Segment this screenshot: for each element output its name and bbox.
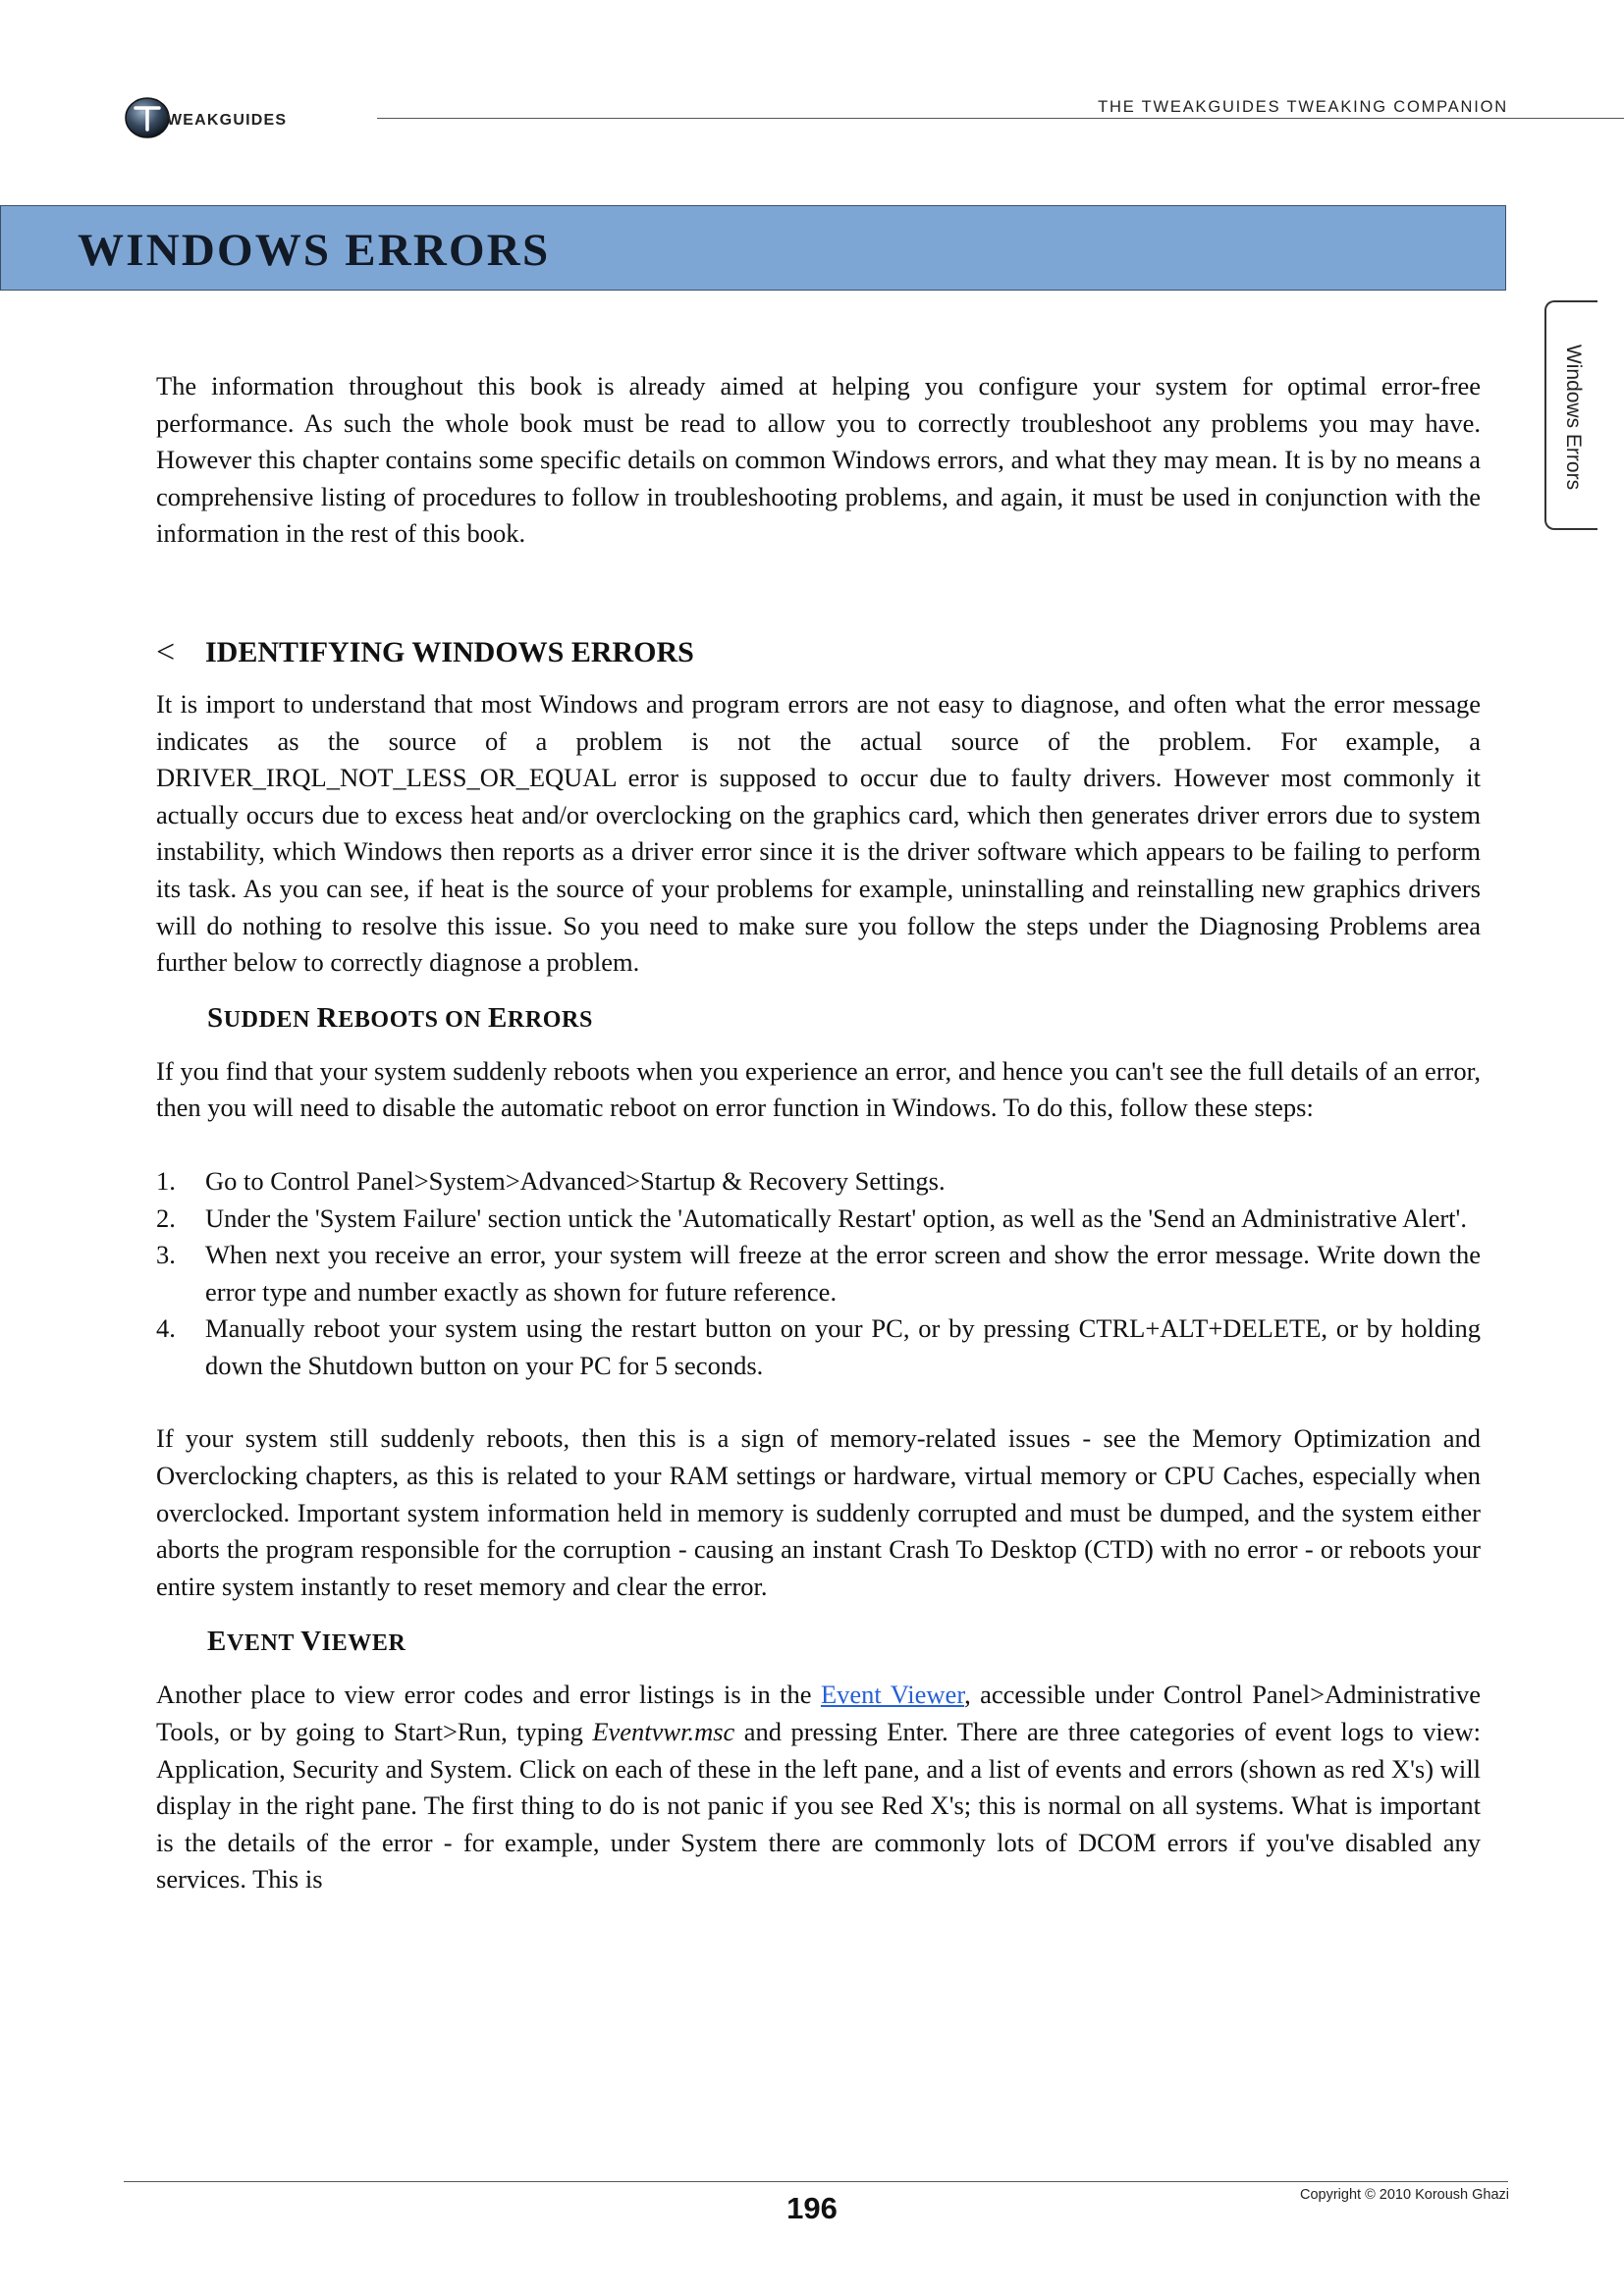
steps-list [156,1163,1481,1385]
subheading-part: R [316,1001,339,1034]
subheading-part: S [207,1001,224,1034]
tweakguides-logo [124,92,359,141]
intro-paragraph: The information throughout this book is already aimed at helping you configure your system for optimal error-free performance. As such the whole book must be read to allow you to correctly troubleshoot any problems you may have. However this chapter contains some specific details on common Windows errors, and what they may mean. It is by no means a comprehensive listing of procedures to follow in troubleshooting problems, and again, it must be used in conjunction with the information in the rest of this book. [156,371,1481,549]
chapter-title: WINDOWS ERRORS [78,225,551,276]
step-number: 4. [156,1313,176,1344]
subheading-part: RRORS [507,1006,593,1033]
side-tab-label: Windows Errors [1562,344,1585,491]
list-item [156,1201,1481,1238]
text-run: , accessible under Control Panel>Administrative Tools, or by going to Start>Run, typing [156,1680,1481,1747]
command-text: Eventvwr.msc [592,1717,735,1747]
chapter-banner [0,205,1506,291]
step-number: 1. [156,1165,176,1196]
subheading-part: E [487,1001,508,1034]
text-run: and pressing Enter. There are three categories of event logs to view: Application, Security and System. Click on each of these in the left pane, and a list of events and errors (shown as red X's) will display in the right pane. The first thing to do is not panic if you see Red X's; this is normal on all systems. What is important is the details of the error - for example, under System there are commonly lots of DCOM errors if you've disabled any services. This is [156,1717,1481,1895]
step-text: Manually reboot your system using the restart button on your PC, or by pressing CTRL+ALT+DELETE, or by holding down the Shutdown button on your PC for 5 seconds. [205,1313,1481,1380]
subheading-part: VENT [226,1630,301,1657]
subheading-sudden-reboots [156,1001,1481,1037]
subheading-event-viewer [156,1625,1481,1660]
subheading-part: E [207,1626,227,1658]
svg-text:WEAKGUIDES: WEAKGUIDES [167,112,288,129]
step-text: Go to Control Panel>System>Advanced>Startup & Recovery Settings. [205,1165,946,1196]
section-paragraph: It is import to understand that most Windows and program errors are not easy to diagnose, and often what the error message indicates as the source of a problem is not the actual source of the problem. For example, a DRIVER_IRQL_NOT_LESS_OR_EQUAL error is supposed to occur due to faulty drivers. However most commonly it actually occurs due to excess heat and/or overclocking on the graphics card, which then generates driver errors due to system instability, which Windows then reports as a driver error since it is the driver software which appears to be failing to perform its task. As you can see, if heat is the source of your problems for example, uninstalling and reinstalling new graphics drivers will do nothing to resolve this issue. So you need to make sure you follow the steps under the Diagnosing Problems area further below to correctly diagnose a problem. [156,688,1481,978]
page-header [124,92,1508,141]
step-text: When next you receive an error, your system will freeze at the error screen and show the error message. Write down the error type and number exactly as shown for future reference. [205,1240,1481,1307]
section-heading [156,633,1481,672]
list-item [156,1163,1481,1201]
header-rule [377,118,1624,119]
subheading-part: UDDEN [223,1006,317,1033]
subheading-part: EBOOTS ON [338,1006,488,1033]
step-text: Under the 'System Failure' section untick the 'Automatically Restart' option, as well as the 'Send an Administrative Alert'. [205,1202,1467,1233]
section-marker-icon: < [156,633,176,670]
subheading-part: V [300,1626,322,1658]
list-item [156,1237,1481,1310]
sudden-reboots-intro: If you find that your system suddenly reboots when you experience an error, and hence you can't see the full details of an error, then you will need to disable the automatic reboot on error function in Windows. To do this, follow these steps: [156,1055,1481,1123]
footer-rule [124,2181,1508,2182]
sudden-reboots-after: If your system still suddenly reboots, then this is a sign of memory-related issues - see the Memory Optimization and Overclocking chapters, as this is related to your RAM settings or hardware, virtual memory or CPU Caches, especially when overclocked. Important system information held in memory is suddenly corrupted and must be dumped, and the system either aborts the program responsible for the corruption - causing an instant Crash To Desktop (CTD) with no error - or reboots your entire system instantly to reset memory and clear the error. [156,1423,1481,1601]
event-viewer-link[interactable]: Event Viewer [820,1680,965,1710]
step-number: 2. [156,1202,176,1233]
chapter-side-tab[interactable] [1544,300,1597,530]
text-run: Another place to view error codes and error listings is in the [156,1680,821,1710]
step-number: 3. [156,1240,176,1270]
header-title: THE TWEAKGUIDES TWEAKING COMPANION [1098,98,1508,116]
event-viewer-paragraph [156,1677,1481,1898]
page-number: 196 [786,2191,838,2225]
copyright-notice: Copyright © 2010 Koroush Ghazi [1300,2187,1509,2203]
list-item [156,1310,1481,1384]
subheading-part: IEWER [321,1630,406,1657]
page-content [156,368,1481,1898]
section-title: IDENTIFYING WINDOWS ERRORS [205,635,694,668]
